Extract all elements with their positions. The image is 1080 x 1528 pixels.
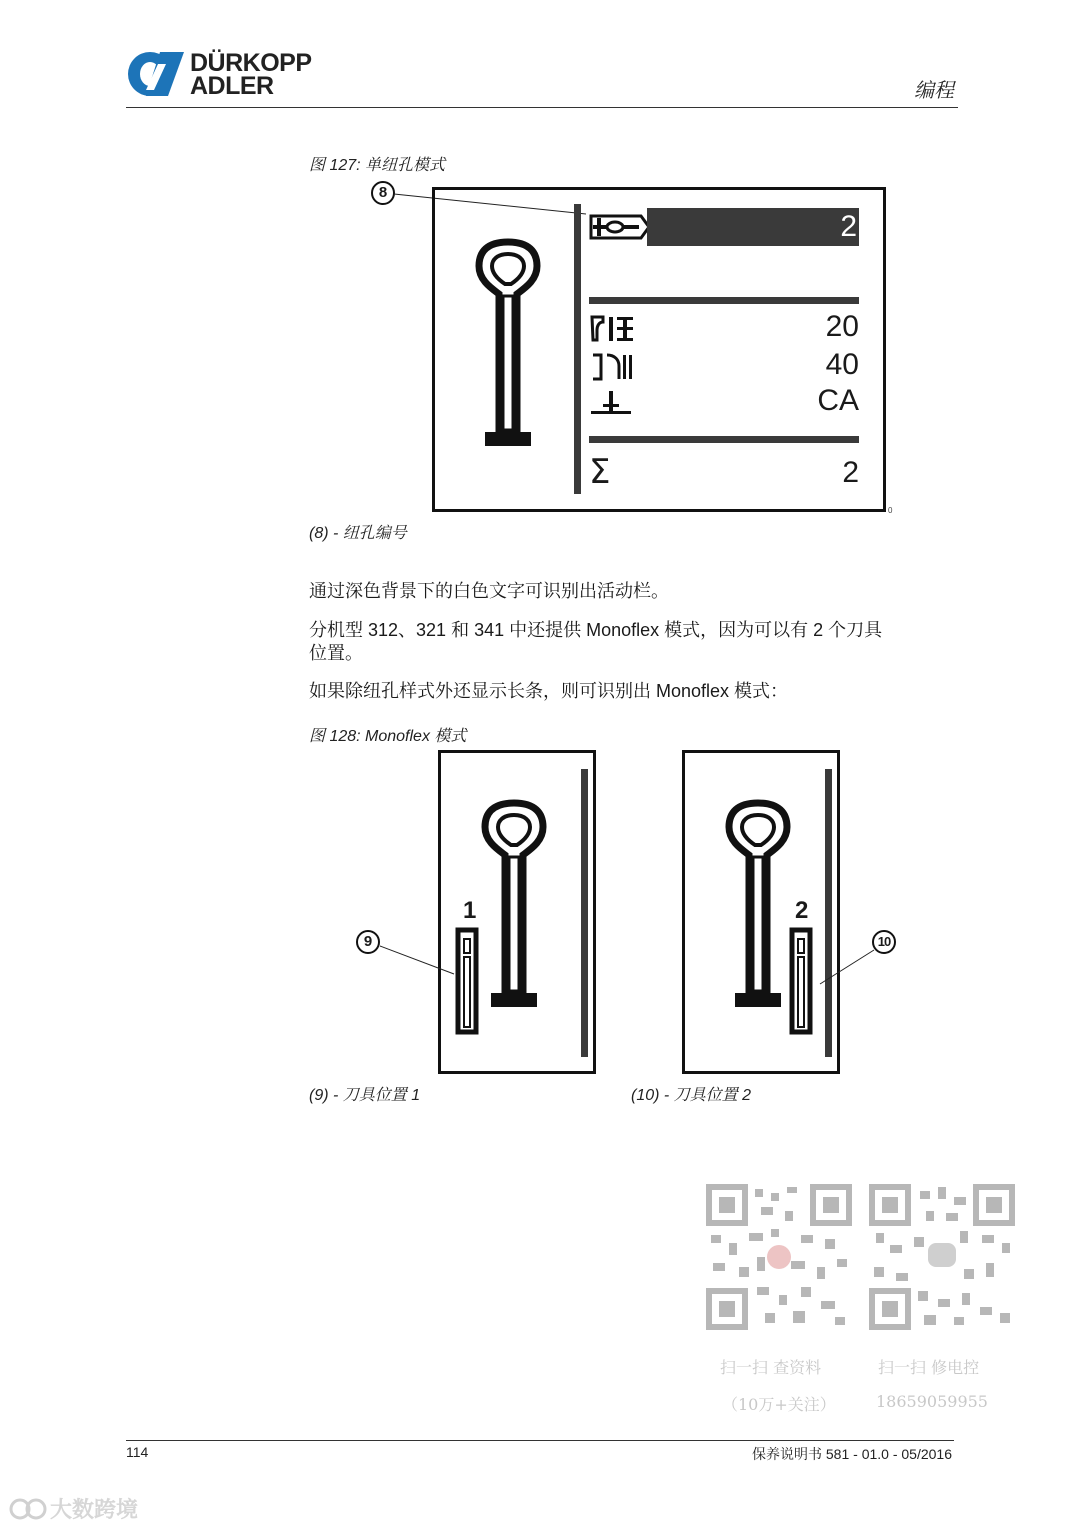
page-number: 114 <box>126 1444 149 1460</box>
qr-code-1-icon <box>705 1183 853 1331</box>
corner-mark: 0 <box>888 506 893 515</box>
figure-127-caption: 图 127: 单纽孔模式 <box>309 157 446 174</box>
callout-9 <box>356 930 380 954</box>
monoflex-panel-2 <box>682 750 840 1074</box>
watermark-text: 大数跨境 <box>50 1497 139 1522</box>
sum-value: 2 <box>842 456 859 489</box>
sum-icon: Σ <box>589 452 611 492</box>
buttonhole-icon <box>473 236 543 456</box>
callout-9-leader <box>378 944 458 980</box>
panel-1-bar <box>581 769 588 1057</box>
buttonhole-width-icon <box>589 314 639 344</box>
knife-bar-icon <box>789 927 815 1037</box>
buttonhole-icon <box>723 797 793 1019</box>
row-1-value: 20 <box>825 310 859 343</box>
document-id: 保养说明书 581 - 01.0 - 05/2016 <box>752 1446 952 1462</box>
knife-position-label-1: 1 <box>463 897 477 924</box>
screen-separator-1 <box>589 297 859 304</box>
logo <box>126 50 326 100</box>
row-3-value: CA <box>817 384 859 417</box>
footer-rule <box>126 1440 954 1441</box>
buttonhole-icon <box>479 797 549 1019</box>
row-2-value: 40 <box>825 348 859 381</box>
cutting-knife-icon <box>589 388 639 418</box>
brand-line2: ADLER <box>190 72 274 100</box>
watermark-logo-icon <box>8 1496 50 1522</box>
qr-2-caption: 扫一扫 修电控 <box>878 1358 980 1377</box>
paragraph-2-line1: 分机型 312、321 和 341 中还提供 Monoflex 模式，因为可以有 2 个刀具 <box>309 620 883 640</box>
callout-10-leader <box>818 948 878 988</box>
header-rule <box>126 107 958 108</box>
panel-2-bar <box>825 769 832 1057</box>
figure-128-legend-1: (9) - 刀具位置 1 <box>309 1087 421 1104</box>
figure-127-legend: (8) - 纽孔编号 <box>309 525 407 542</box>
screen-divider <box>574 204 581 494</box>
qr-code-2-icon <box>868 1183 1016 1331</box>
screen-separator-2 <box>589 436 859 443</box>
section-title: 编程 <box>914 80 954 102</box>
display-screen <box>432 187 886 512</box>
qr-2-caption-sub: 18659059955 <box>876 1392 988 1411</box>
qr-1-caption-sub: （10万+关注） <box>722 1395 836 1414</box>
paragraph-3: 如果除纽孔样式外还显示长条，则可识别出 Monoflex 模式： <box>309 681 789 701</box>
knife-position-label-2: 2 <box>795 897 809 924</box>
figure-128-caption: 图 128: Monoflex 模式 <box>309 728 467 745</box>
knife-bar-icon <box>455 927 481 1037</box>
active-row-value: 2 <box>647 208 859 246</box>
qr-1-caption: 扫一扫 查资料 <box>720 1358 822 1377</box>
monoflex-panel-1 <box>438 750 596 1074</box>
callout-8-label: 8 <box>378 184 388 201</box>
stitch-density-icon <box>589 352 639 382</box>
logo-mark-icon <box>126 50 186 98</box>
brand-line1: DÜRKOPP <box>190 49 312 77</box>
paragraph-2-line2: 位置。 <box>309 643 363 663</box>
watermark <box>8 1493 138 1524</box>
figure-128-legend-2: (10) - 刀具位置 2 <box>631 1087 752 1104</box>
callout-10-label: 10 <box>877 934 891 949</box>
callout-9-label: 9 <box>363 933 373 950</box>
paragraph-1: 通过深色背景下的白色文字可识别出活动栏。 <box>309 581 669 601</box>
